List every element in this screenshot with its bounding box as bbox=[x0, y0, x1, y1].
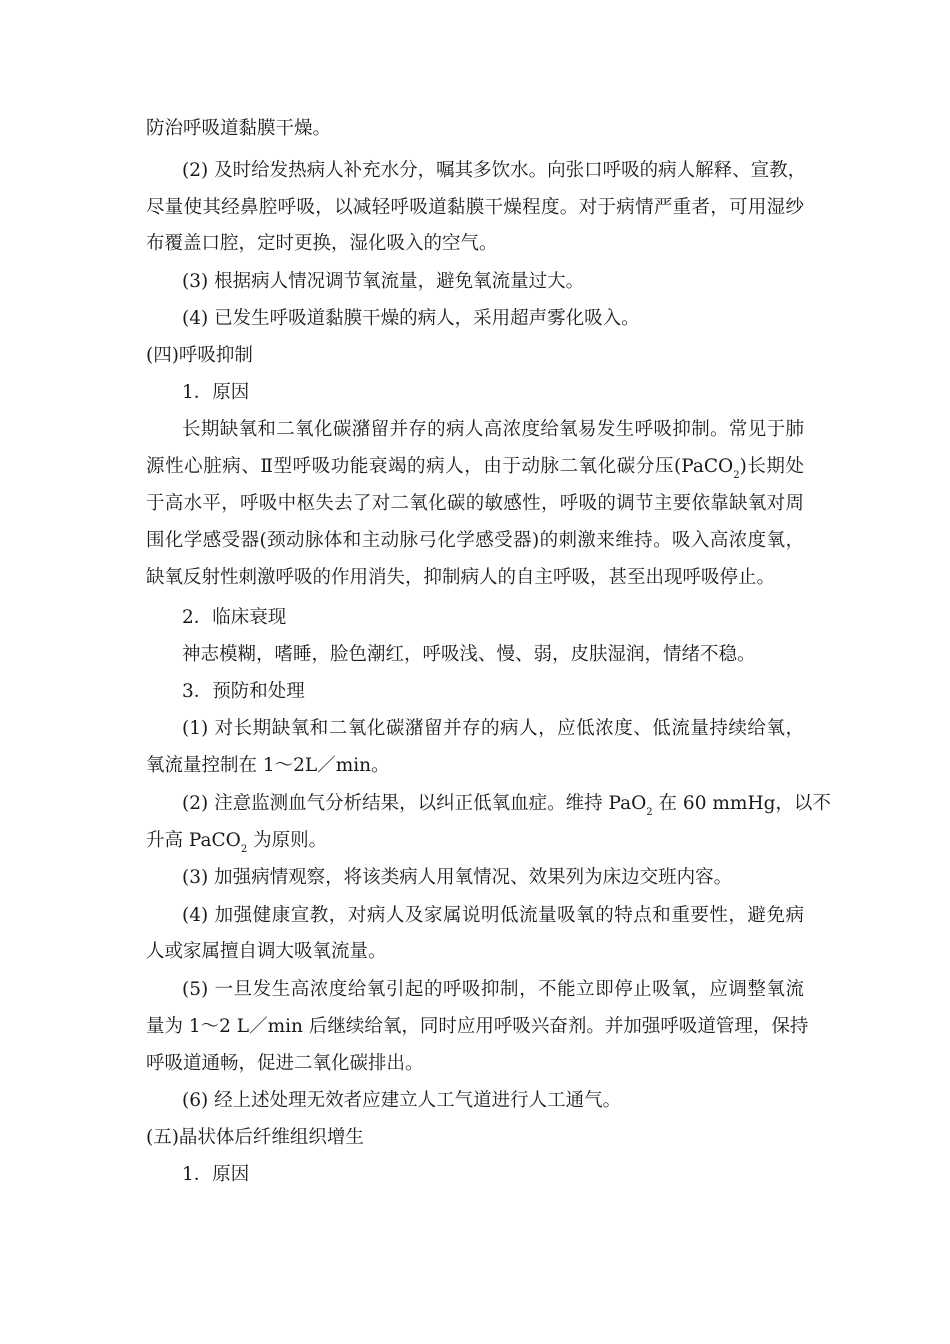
text-segment: 源性心脏病、Ⅱ型呼吸功能衰竭的病人，由于动脉二氧化碳分压(PaCO bbox=[146, 456, 734, 477]
subheading-cause: 1．原因 bbox=[182, 382, 250, 403]
paragraph-clinical-manifestation: 神志模糊，嗜睡，脸色潮红，呼吸浅、慢、弱，皮肤湿润，情绪不稳。 bbox=[182, 644, 756, 665]
list-item-1-line-1: (1) 对长期缺氧和二氧化碳潴留并存的病人，应低浓度、低流量持续给氧， bbox=[182, 718, 804, 739]
list-item-4b-line-1: (4) 加强健康宣教，对病人及家属说明低流量吸氧的特点和重要性，避免病 bbox=[182, 905, 804, 926]
paragraph-line: 防治呼吸道黏膜干燥。 bbox=[146, 118, 332, 139]
list-item-2b-line-2 bbox=[0, 826, 950, 856]
paragraph-cause-line-2 bbox=[0, 452, 950, 482]
list-item-4b-line-2: 人或家属擅自调大吸氧流量。 bbox=[146, 941, 387, 962]
list-item-2-line-1: (2) 及时给发热病人补充水分，嘱其多饮水。向张口呼吸的病人解释、宣教， bbox=[182, 160, 807, 181]
list-item-5-line-2: 量为 1～2 L／min 后继续给氧，同时应用呼吸兴奋剂。并加强呼吸道管理，保持 bbox=[146, 1016, 809, 1037]
text-segment: 升高 PaCO bbox=[146, 830, 241, 851]
section-heading-retrolental-fibroplasia: (五)晶状体后纤维组织增生 bbox=[146, 1127, 364, 1148]
list-item-3b: (3) 加强病情观察，将该类病人用氧情况、效果列为床边交班内容。 bbox=[182, 867, 733, 888]
list-item-3: (3) 根据病人情况调节氧流量，避免氧流量过大。 bbox=[182, 271, 585, 292]
text-segment: (2) 注意监测血气分析结果，以纠正低氧血症。维持 PaO bbox=[182, 793, 647, 814]
paragraph-cause-line-5: 缺氧反射性刺激呼吸的作用消失，抑制病人的自主呼吸，甚至出现呼吸停止。 bbox=[146, 567, 776, 588]
paragraph-cause-line-3: 于高水平，呼吸中枢失去了对二氧化碳的敏感性，呼吸的调节主要依靠缺氧对周 bbox=[146, 493, 804, 514]
list-item-5-line-3: 呼吸道通畅，促进二氧化碳排出。 bbox=[146, 1053, 424, 1074]
paragraph-cause-line-4: 围化学感受器(颈动脉体和主动脉弓化学感受器)的刺激来维持。吸入高浓度氧， bbox=[146, 530, 804, 551]
text-segment: )长期处 bbox=[739, 456, 805, 477]
subheading-clinical-manifestation: 2．临床衰现 bbox=[182, 607, 287, 628]
list-item-4: (4) 已发生呼吸道黏膜干燥的病人，采用超声雾化吸入。 bbox=[182, 308, 640, 329]
list-item-2-line-3: 布覆盖口腔，定时更换，湿化吸入的空气。 bbox=[146, 233, 498, 254]
list-item-2-line-2: 尽量使其经鼻腔呼吸，以减轻呼吸道黏膜干燥程度。对于病情严重者，可用湿纱 bbox=[146, 197, 804, 218]
subscript: 2 bbox=[733, 470, 740, 481]
text-segment: 在 60 mmHg，以不 bbox=[652, 793, 831, 814]
subheading-cause-2: 1．原因 bbox=[182, 1164, 250, 1185]
subheading-prevention-treatment: 3．预防和处理 bbox=[182, 681, 305, 702]
section-heading-respiratory-depression: (四)呼吸抑制 bbox=[146, 345, 253, 366]
text-segment: 为原则。 bbox=[247, 830, 328, 851]
list-item-1-line-2: 氧流量控制在 1～2L／min。 bbox=[146, 755, 390, 776]
list-item-6: (6) 经上述处理无效者应建立人工气道进行人工通气。 bbox=[182, 1090, 622, 1111]
list-item-5-line-1: (5) 一旦发生高浓度给氧引起的呼吸抑制，不能立即停止吸氧，应调整氧流 bbox=[182, 979, 804, 1000]
subscript: 2 bbox=[240, 844, 248, 855]
paragraph-cause-line-1: 长期缺氧和二氧化碳潴留并存的病人高浓度给氧易发生呼吸抑制。常见于肺 bbox=[182, 419, 804, 440]
subscript: 2 bbox=[646, 807, 653, 818]
list-item-2b-line-1 bbox=[0, 789, 950, 819]
